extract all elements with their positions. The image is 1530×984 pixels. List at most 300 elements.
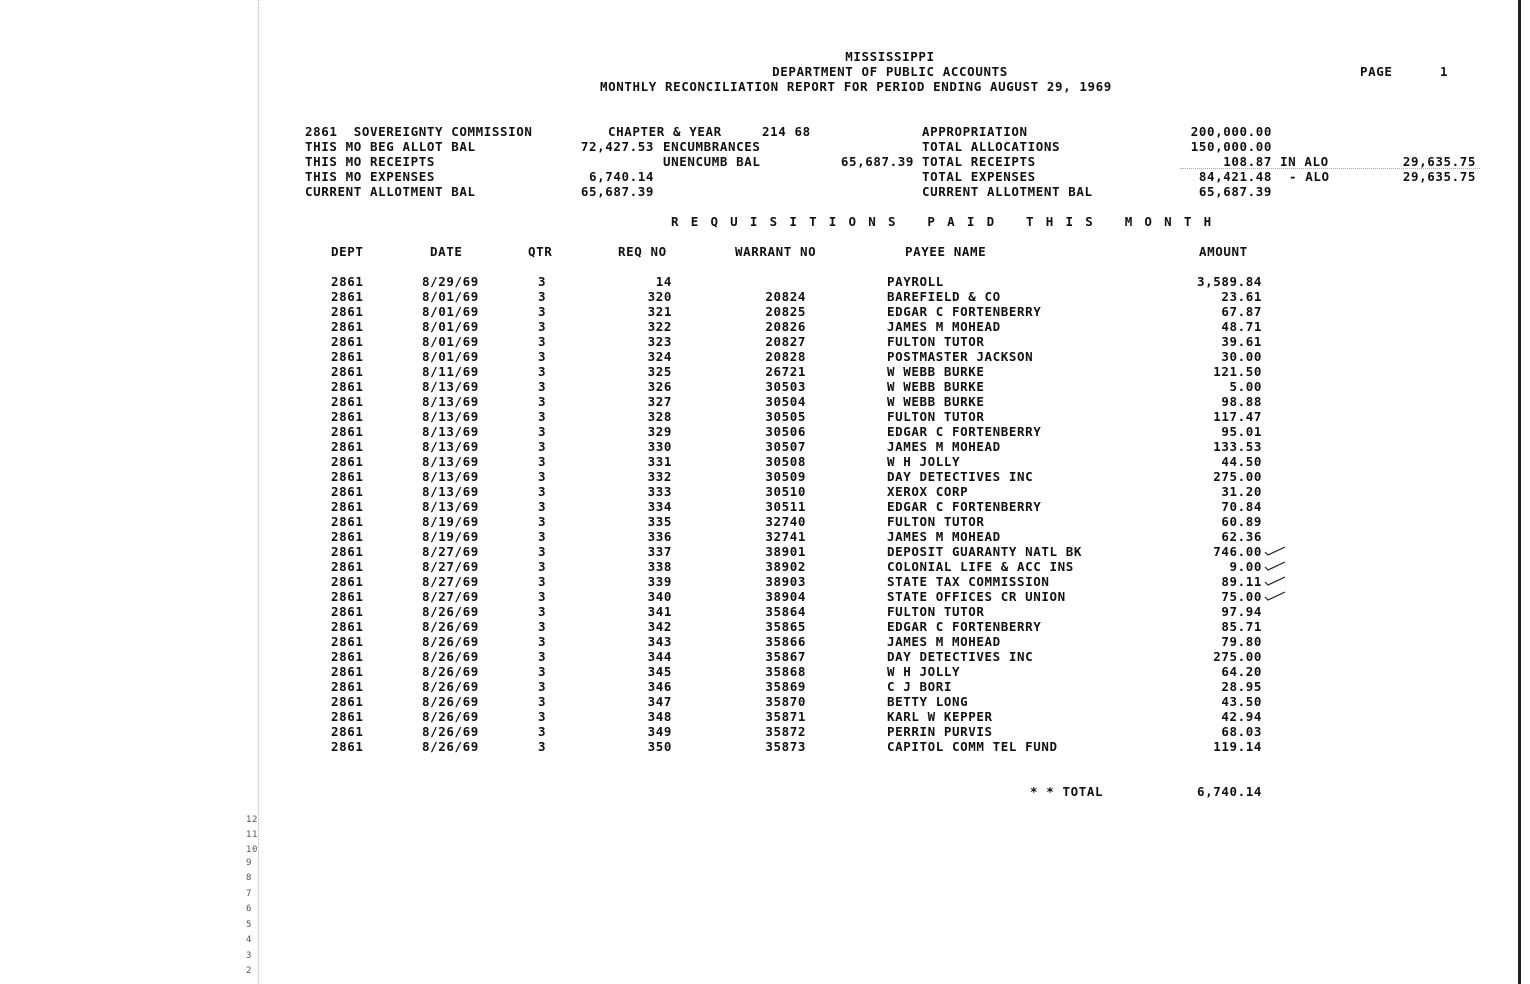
cell-warrant-no: 35872: [765, 724, 806, 739]
table-row: [0, 499, 1262, 514]
cell-date: 8/19/69: [422, 529, 479, 544]
current-allot-bal-right-label: CURRENT ALLOTMENT BAL: [922, 184, 1093, 199]
cell-amount: 62.36: [1221, 529, 1262, 544]
cell-date: 8/13/69: [422, 469, 479, 484]
report-title: MONTHLY RECONCILIATION REPORT FOR PERIOD ENDING AUGUST 29, 1969: [600, 79, 1112, 94]
cell-dept: 2861: [331, 739, 364, 754]
cell-qtr: 3: [538, 544, 547, 559]
appropriation-value: 200,000.00: [1190, 124, 1272, 139]
table-row: [0, 319, 1262, 334]
cell-dept: 2861: [331, 454, 364, 469]
cell-amount: 23.61: [1221, 289, 1262, 304]
cell-dept: 2861: [331, 304, 364, 319]
cell-warrant-no: 30505: [765, 409, 806, 424]
cell-amount: 119.14: [1213, 739, 1262, 754]
cell-req-no: 332: [647, 469, 672, 484]
current-allot-bal-label: CURRENT ALLOTMENT BAL: [305, 184, 476, 199]
cell-payee-name: COLONIAL LIFE & ACC INS: [887, 559, 1074, 574]
chapter-year-label: CHAPTER & YEAR: [608, 124, 722, 139]
cell-date: 8/26/69: [422, 604, 479, 619]
cell-payee-name: EDGAR C FORTENBERRY: [887, 304, 1042, 319]
cell-date: 8/01/69: [422, 304, 479, 319]
cell-dept: 2861: [331, 394, 364, 409]
table-row: [0, 544, 1262, 559]
cell-date: 8/13/69: [422, 379, 479, 394]
cell-warrant-no: 30506: [765, 424, 806, 439]
margin-number: 10: [246, 845, 259, 855]
cell-qtr: 3: [538, 484, 547, 499]
table-row: [0, 574, 1262, 589]
cell-date: 8/26/69: [422, 739, 479, 754]
cell-amount: 95.01: [1221, 424, 1262, 439]
cell-qtr: 3: [538, 379, 547, 394]
cell-qtr: 3: [538, 634, 547, 649]
cell-dept: 2861: [331, 334, 364, 349]
cell-dept: 2861: [331, 424, 364, 439]
cell-req-no: 341: [647, 604, 672, 619]
cell-req-no: 327: [647, 394, 672, 409]
cell-dept: 2861: [331, 589, 364, 604]
cell-req-no: 334: [647, 499, 672, 514]
cell-qtr: 3: [538, 469, 547, 484]
cell-date: 8/13/69: [422, 439, 479, 454]
table-row: [0, 619, 1262, 634]
cell-dept: 2861: [331, 559, 364, 574]
cell-date: 8/11/69: [422, 364, 479, 379]
cell-amount: 42.94: [1221, 709, 1262, 724]
cell-date: 8/27/69: [422, 559, 479, 574]
cell-dept: 2861: [331, 679, 364, 694]
total-receipts-label: TOTAL RECEIPTS: [922, 154, 1036, 169]
cell-warrant-no: 30508: [765, 454, 806, 469]
cell-warrant-no: 30503: [765, 379, 806, 394]
cell-qtr: 3: [538, 424, 547, 439]
cell-qtr: 3: [538, 709, 547, 724]
cell-payee-name: DEPOSIT GUARANTY NATL BK: [887, 544, 1083, 559]
total-expenses-label: TOTAL EXPENSES: [922, 169, 1036, 184]
cell-amount: 5.00: [1229, 379, 1262, 394]
total-receipts-value: 108.87: [1223, 154, 1272, 169]
cell-date: 8/26/69: [422, 724, 479, 739]
appropriation-label: APPROPRIATION: [922, 124, 1028, 139]
cell-warrant-no: 35864: [765, 604, 806, 619]
col-payee-name: PAYEE NAME: [905, 244, 987, 259]
cell-payee-name: W H JOLLY: [887, 454, 961, 469]
cell-payee-name: EDGAR C FORTENBERRY: [887, 619, 1042, 634]
cell-payee-name: EDGAR C FORTENBERRY: [887, 499, 1042, 514]
cell-qtr: 3: [538, 274, 547, 289]
cell-date: 8/27/69: [422, 544, 479, 559]
cell-date: 8/27/69: [422, 589, 479, 604]
table-row: [0, 724, 1262, 739]
cell-req-no: 329: [647, 424, 672, 439]
table-row: [0, 634, 1262, 649]
cell-dept: 2861: [331, 574, 364, 589]
cell-qtr: 3: [538, 604, 547, 619]
cell-dept: 2861: [331, 499, 364, 514]
col-dept: DEPT: [331, 244, 364, 259]
cell-qtr: 3: [538, 319, 547, 334]
encumbrances-label: ENCUMBRANCES: [663, 139, 761, 154]
checkmark-icon: [1264, 591, 1286, 601]
cell-amount: 85.71: [1221, 619, 1262, 634]
cell-payee-name: CAPITOL COMM TEL FUND: [887, 739, 1058, 754]
cell-req-no: 347: [647, 694, 672, 709]
cell-warrant-no: 30510: [765, 484, 806, 499]
col-req-no: REQ NO: [618, 244, 667, 259]
cell-req-no: 340: [647, 589, 672, 604]
cell-amount: 43.50: [1221, 694, 1262, 709]
cell-payee-name: DAY DETECTIVES INC: [887, 649, 1034, 664]
col-qtr: QTR: [528, 244, 553, 259]
cell-date: 8/01/69: [422, 349, 479, 364]
cell-req-no: 337: [647, 544, 672, 559]
cell-payee-name: W WEBB BURKE: [887, 394, 985, 409]
table-row: [0, 334, 1262, 349]
cell-amount: 60.89: [1221, 514, 1262, 529]
cell-warrant-no: 32740: [765, 514, 806, 529]
cell-warrant-no: 35865: [765, 619, 806, 634]
cell-amount: 44.50: [1221, 454, 1262, 469]
cell-payee-name: W H JOLLY: [887, 664, 961, 679]
cell-qtr: 3: [538, 304, 547, 319]
table-row: [0, 604, 1262, 619]
cell-dept: 2861: [331, 664, 364, 679]
cell-qtr: 3: [538, 454, 547, 469]
cell-date: 8/13/69: [422, 409, 479, 424]
cell-payee-name: W WEBB BURKE: [887, 364, 985, 379]
cell-warrant-no: 30507: [765, 439, 806, 454]
cell-dept: 2861: [331, 694, 364, 709]
cell-req-no: 324: [647, 349, 672, 364]
cell-qtr: 3: [538, 559, 547, 574]
cell-amount: 121.50: [1213, 364, 1262, 379]
margin-number: 7: [246, 889, 253, 899]
cell-payee-name: FULTON TUTOR: [887, 334, 985, 349]
total-allocations-value: 150,000.00: [1190, 139, 1272, 154]
cell-qtr: 3: [538, 694, 547, 709]
table-row: [0, 454, 1262, 469]
table-row: [0, 394, 1262, 409]
beg-allot-bal-label: THIS MO BEG ALLOT BAL: [305, 139, 476, 154]
cell-dept: 2861: [331, 379, 364, 394]
cell-warrant-no: 35871: [765, 709, 806, 724]
cell-warrant-no: 35870: [765, 694, 806, 709]
table-row: [0, 679, 1262, 694]
total-label: * * TOTAL: [1030, 784, 1104, 799]
cell-req-no: 333: [647, 484, 672, 499]
cell-amount: 133.53: [1213, 439, 1262, 454]
table-row: [0, 469, 1262, 484]
cell-date: 8/13/69: [422, 424, 479, 439]
cell-payee-name: XEROX CORP: [887, 484, 969, 499]
cell-qtr: 3: [538, 364, 547, 379]
cell-payee-name: BAREFIELD & CO: [887, 289, 1001, 304]
cell-warrant-no: 38901: [765, 544, 806, 559]
cell-req-no: 331: [647, 454, 672, 469]
report-state: MISSISSIPPI: [845, 49, 935, 64]
cell-amount: 39.61: [1221, 334, 1262, 349]
margin-number: 5: [246, 920, 253, 930]
cell-payee-name: PERRIN PURVIS: [887, 724, 993, 739]
table-row: [0, 274, 1262, 289]
section-title: REQUISITIONS PAID THIS MONTH: [671, 214, 1224, 229]
cell-date: 8/26/69: [422, 619, 479, 634]
table-row: [0, 694, 1262, 709]
cell-amount: 67.87: [1221, 304, 1262, 319]
cell-date: 8/13/69: [422, 394, 479, 409]
cell-payee-name: KARL W KEPPER: [887, 709, 993, 724]
cell-amount: 275.00: [1213, 649, 1262, 664]
cell-dept: 2861: [331, 544, 364, 559]
cell-req-no: 330: [647, 439, 672, 454]
cell-qtr: 3: [538, 589, 547, 604]
cell-qtr: 3: [538, 529, 547, 544]
current-allot-bal-value: 65,687.39: [580, 184, 654, 199]
cell-warrant-no: 20825: [765, 304, 806, 319]
col-date: DATE: [430, 244, 463, 259]
cell-req-no: 14: [655, 274, 672, 289]
cell-dept: 2861: [331, 634, 364, 649]
margin-number: 6: [246, 904, 253, 914]
cell-dept: 2861: [331, 649, 364, 664]
cell-dept: 2861: [331, 274, 364, 289]
cell-qtr: 3: [538, 514, 547, 529]
table-row: [0, 649, 1262, 664]
unencumb-bal-label: UNENCUMB BAL: [663, 154, 761, 169]
cell-warrant-no: 20826: [765, 319, 806, 334]
cell-payee-name: EDGAR C FORTENBERRY: [887, 424, 1042, 439]
cell-req-no: 348: [647, 709, 672, 724]
table-row: [0, 439, 1262, 454]
cell-req-no: 323: [647, 334, 672, 349]
cell-qtr: 3: [538, 409, 547, 424]
cell-payee-name: JAMES M MOHEAD: [887, 439, 1001, 454]
cell-amount: 79.80: [1221, 634, 1262, 649]
cell-warrant-no: 26721: [765, 364, 806, 379]
cell-payee-name: POSTMASTER JACKSON: [887, 349, 1034, 364]
cell-dept: 2861: [331, 364, 364, 379]
cell-req-no: 342: [647, 619, 672, 634]
cell-payee-name: PAYROLL: [887, 274, 944, 289]
cell-amount: 28.95: [1221, 679, 1262, 694]
cell-date: 8/01/69: [422, 334, 479, 349]
margin-number: 4: [246, 935, 253, 945]
beg-allot-bal-value: 72,427.53: [580, 139, 654, 154]
cell-payee-name: JAMES M MOHEAD: [887, 634, 1001, 649]
cell-qtr: 3: [538, 349, 547, 364]
table-row: [0, 739, 1262, 754]
current-allot-bal-right-value: 65,687.39: [1198, 184, 1272, 199]
minus-alo-label: - ALO: [1289, 169, 1330, 184]
cell-payee-name: FULTON TUTOR: [887, 514, 985, 529]
cell-payee-name: DAY DETECTIVES INC: [887, 469, 1034, 484]
cell-dept: 2861: [331, 349, 364, 364]
cell-payee-name: FULTON TUTOR: [887, 604, 985, 619]
cell-req-no: 350: [647, 739, 672, 754]
cell-warrant-no: 20828: [765, 349, 806, 364]
cell-req-no: 328: [647, 409, 672, 424]
cell-amount: 98.88: [1221, 394, 1262, 409]
cell-qtr: 3: [538, 664, 547, 679]
checkmark-icon: [1264, 576, 1286, 586]
cell-dept: 2861: [331, 319, 364, 334]
cell-req-no: 322: [647, 319, 672, 334]
cell-qtr: 3: [538, 649, 547, 664]
margin-number: 9: [246, 858, 253, 868]
cell-amount: 30.00: [1221, 349, 1262, 364]
table-row: [0, 349, 1262, 364]
cell-dept: 2861: [331, 409, 364, 424]
cell-warrant-no: 20827: [765, 334, 806, 349]
cell-req-no: 335: [647, 514, 672, 529]
margin-number: 3: [246, 951, 253, 961]
in-alo-value: 29,635.75: [1402, 154, 1476, 169]
cell-req-no: 325: [647, 364, 672, 379]
cell-qtr: 3: [538, 619, 547, 634]
expenses-value: 6,740.14: [588, 169, 654, 184]
cell-qtr: 3: [538, 499, 547, 514]
cell-amount: 9.00: [1229, 559, 1262, 574]
cell-payee-name: JAMES M MOHEAD: [887, 319, 1001, 334]
cell-warrant-no: 38904: [765, 589, 806, 604]
cell-req-no: 339: [647, 574, 672, 589]
cell-warrant-no: 35867: [765, 649, 806, 664]
cell-dept: 2861: [331, 439, 364, 454]
cell-warrant-no: 35866: [765, 634, 806, 649]
right-edge-rule: [1518, 0, 1521, 984]
cell-amount: 31.20: [1221, 484, 1262, 499]
cell-qtr: 3: [538, 739, 547, 754]
cell-date: 8/13/69: [422, 484, 479, 499]
cell-req-no: 338: [647, 559, 672, 574]
table-row: [0, 559, 1262, 574]
unencumb-bal-value: 65,687.39: [840, 154, 914, 169]
cell-amount: 70.84: [1221, 499, 1262, 514]
cell-qtr: 3: [538, 334, 547, 349]
cell-dept: 2861: [331, 514, 364, 529]
cell-warrant-no: 30511: [765, 499, 806, 514]
cell-date: 8/13/69: [422, 454, 479, 469]
total-allocations-label: TOTAL ALLOCATIONS: [922, 139, 1061, 154]
cell-warrant-no: 20824: [765, 289, 806, 304]
cell-req-no: 343: [647, 634, 672, 649]
cell-req-no: 344: [647, 649, 672, 664]
cell-payee-name: STATE OFFICES CR UNION: [887, 589, 1066, 604]
cell-payee-name: W WEBB BURKE: [887, 379, 985, 394]
cell-req-no: 326: [647, 379, 672, 394]
table-row: [0, 664, 1262, 679]
cell-qtr: 3: [538, 439, 547, 454]
cell-date: 8/26/69: [422, 649, 479, 664]
cell-date: 8/27/69: [422, 574, 479, 589]
cell-qtr: 3: [538, 724, 547, 739]
cell-qtr: 3: [538, 679, 547, 694]
cell-warrant-no: 30504: [765, 394, 806, 409]
table-row: [0, 424, 1262, 439]
table-row: [0, 289, 1262, 304]
cell-amount: 68.03: [1221, 724, 1262, 739]
table-row: [0, 589, 1262, 604]
page-label: PAGE: [1360, 64, 1393, 79]
cell-warrant-no: 35868: [765, 664, 806, 679]
cell-warrant-no: 32741: [765, 529, 806, 544]
cell-amount: 275.00: [1213, 469, 1262, 484]
cell-date: 8/26/69: [422, 709, 479, 724]
cell-dept: 2861: [331, 529, 364, 544]
cell-payee-name: C J BORI: [887, 679, 953, 694]
cell-payee-name: FULTON TUTOR: [887, 409, 985, 424]
chapter-year-value: 214 68: [762, 124, 811, 139]
expenses-label: THIS MO EXPENSES: [305, 169, 436, 184]
cell-date: 8/01/69: [422, 319, 479, 334]
page-number: 1: [1440, 64, 1449, 79]
cell-dept: 2861: [331, 709, 364, 724]
cell-qtr: 3: [538, 574, 547, 589]
cell-warrant-no: 30509: [765, 469, 806, 484]
table-row: [0, 529, 1262, 544]
table-row: [0, 709, 1262, 724]
cell-date: 8/26/69: [422, 694, 479, 709]
cell-date: 8/26/69: [422, 634, 479, 649]
checkmark-icon: [1264, 546, 1286, 556]
report-department: DEPARTMENT OF PUBLIC ACCOUNTS: [772, 64, 1008, 79]
table-row: [0, 514, 1262, 529]
cell-date: 8/26/69: [422, 679, 479, 694]
minus-alo-value: 29,635.75: [1402, 169, 1476, 184]
margin-number: 12: [246, 815, 259, 825]
cell-payee-name: STATE TAX COMMISSION: [887, 574, 1050, 589]
cell-req-no: 320: [647, 289, 672, 304]
receipts-label: THIS MO RECEIPTS: [305, 154, 436, 169]
cell-amount: 746.00: [1213, 544, 1262, 559]
dotted-underline: [1180, 168, 1480, 169]
cell-amount: 97.94: [1221, 604, 1262, 619]
cell-date: 8/19/69: [422, 514, 479, 529]
cell-dept: 2861: [331, 484, 364, 499]
cell-date: 8/01/69: [422, 289, 479, 304]
cell-amount: 3,589.84: [1196, 274, 1262, 289]
cell-warrant-no: 38903: [765, 574, 806, 589]
col-warrant-no: WARRANT NO: [735, 244, 817, 259]
table-row: [0, 484, 1262, 499]
cell-amount: 89.11: [1221, 574, 1262, 589]
cell-amount: 64.20: [1221, 664, 1262, 679]
cell-amount: 48.71: [1221, 319, 1262, 334]
cell-dept: 2861: [331, 604, 364, 619]
cell-dept: 2861: [331, 289, 364, 304]
cell-warrant-no: 35869: [765, 679, 806, 694]
margin-number: 8: [246, 873, 253, 883]
cell-payee-name: JAMES M MOHEAD: [887, 529, 1001, 544]
total-value: 6,740.14: [1196, 784, 1262, 799]
cell-qtr: 3: [538, 394, 547, 409]
table-row: [0, 304, 1262, 319]
dept-line: 2861 SOVEREIGNTY COMMISSION: [305, 124, 533, 139]
cell-date: 8/13/69: [422, 499, 479, 514]
table-row: [0, 409, 1262, 424]
cell-req-no: 345: [647, 664, 672, 679]
cell-qtr: 3: [538, 289, 547, 304]
cell-payee-name: BETTY LONG: [887, 694, 969, 709]
margin-number: 2: [246, 966, 253, 976]
table-row: [0, 364, 1262, 379]
cell-req-no: 336: [647, 529, 672, 544]
cell-amount: 117.47: [1213, 409, 1262, 424]
cell-date: 8/29/69: [422, 274, 479, 289]
checkmark-icon: [1264, 561, 1286, 571]
cell-req-no: 321: [647, 304, 672, 319]
